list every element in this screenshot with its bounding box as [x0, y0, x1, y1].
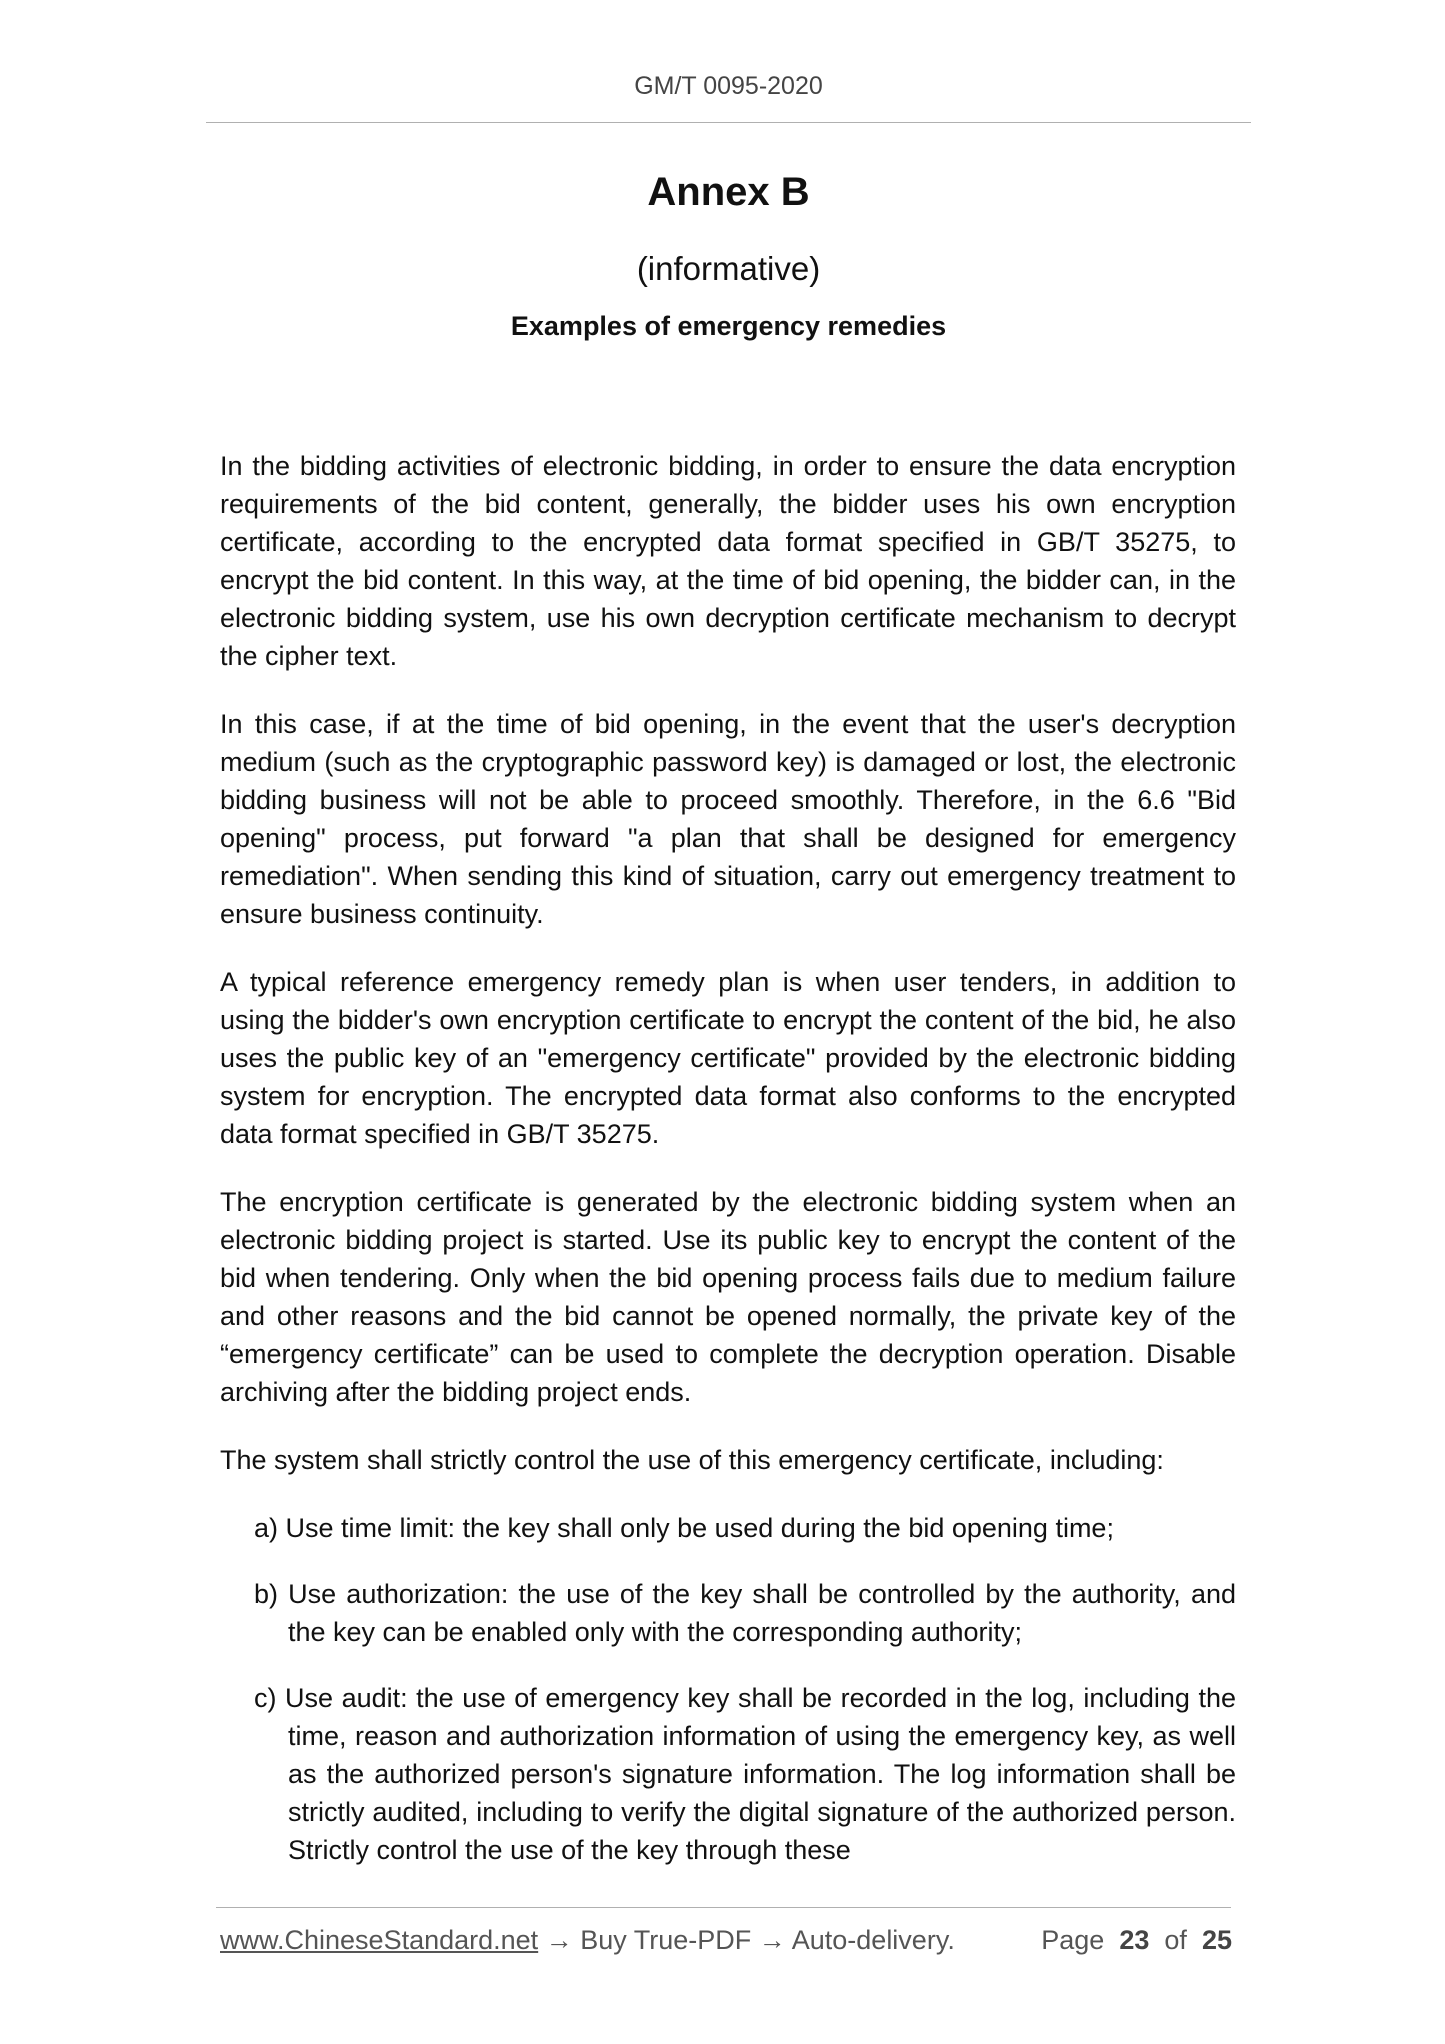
- annex-subtitle: Examples of emergency remedies: [510, 311, 947, 341]
- annex-body: [220, 447, 1236, 1897]
- page-indicator: [1041, 1925, 1232, 1956]
- footer-promo: [220, 1925, 955, 1956]
- annex-type: (informative): [636, 250, 821, 287]
- page-label: Page: [1041, 1925, 1105, 1955]
- running-header: GM/T 0095-2020: [634, 72, 823, 100]
- page-total: 25: [1201, 1925, 1232, 1955]
- page-number: 23: [1119, 1925, 1150, 1955]
- footer-promo-text: → Buy True-PDF → Auto-delivery.: [538, 1925, 955, 1955]
- site-link[interactable]: www.ChineseStandard.net: [220, 1925, 539, 1955]
- list-item: b) Use authorization: the use of the key shall be controlled by the authority, and the key can be enabled only with the corresponding authority;: [254, 1579, 1236, 1647]
- paragraph: In the bidding activities of electronic bidding, in order to ensure the data encryption requirements of the bid content, generally, the bidder uses his own encryption certificate, according to the encrypted data format specified in GB/T 35275, to encrypt the bid content. In this way, at the time of bid opening, the bidder can, in the electronic bidding system, use his own decryption certificate mechanism to decrypt the cipher text.: [220, 451, 1236, 671]
- list-item: a) Use time limit: the key shall only be used during the bid opening time;: [254, 1513, 1114, 1543]
- annex-title: Annex B: [647, 170, 810, 214]
- paragraph: The system shall strictly control the use of this emergency certificate, including:: [220, 1445, 1164, 1475]
- paragraph: A typical reference emergency remedy plan is when user tenders, in addition to using the bidder's own encryption certificate to encrypt the content of the bid, he also uses the public key of an "emergency certificate" provided by the electronic bidding system for encryption. The encrypted data format also conforms to the encrypted data format specified in GB/T 35275.: [220, 967, 1236, 1149]
- paragraph: The encryption certificate is generated by the electronic bidding system when an electronic bidding project is started. Use its public key to encrypt the content of the bid when tendering. Only when the bid opening process fails due to medium failure and other reasons and the bid cannot be opened normally, the private key of the “emergency certificate” can be used to complete the decryption operation. Disable archiving after the bidding project ends.: [220, 1187, 1236, 1407]
- header-divider: [206, 122, 1251, 123]
- footer-divider: [216, 1907, 1231, 1908]
- list-item: c) Use audit: the use of emergency key shall be recorded in the log, including the time, reason and authorization information of using the emergency key, as well as the authorized person's signature information. The log information shall be strictly audited, including to verify the digital signature of the authorized person. Strictly control the use of the key through these: [254, 1683, 1236, 1865]
- paragraph: In this case, if at the time of bid opening, in the event that the user's decryption medium (such as the cryptographic password key) is damaged or lost, the electronic bidding business will not be able to proceed smoothly. Therefore, in the 6.6 "Bid opening" process, put forward "a plan that shall be designed for emergency remediation". When sending this kind of situation, carry out emergency treatment to ensure business continuity.: [220, 709, 1236, 929]
- of-label: of: [1164, 1925, 1187, 1955]
